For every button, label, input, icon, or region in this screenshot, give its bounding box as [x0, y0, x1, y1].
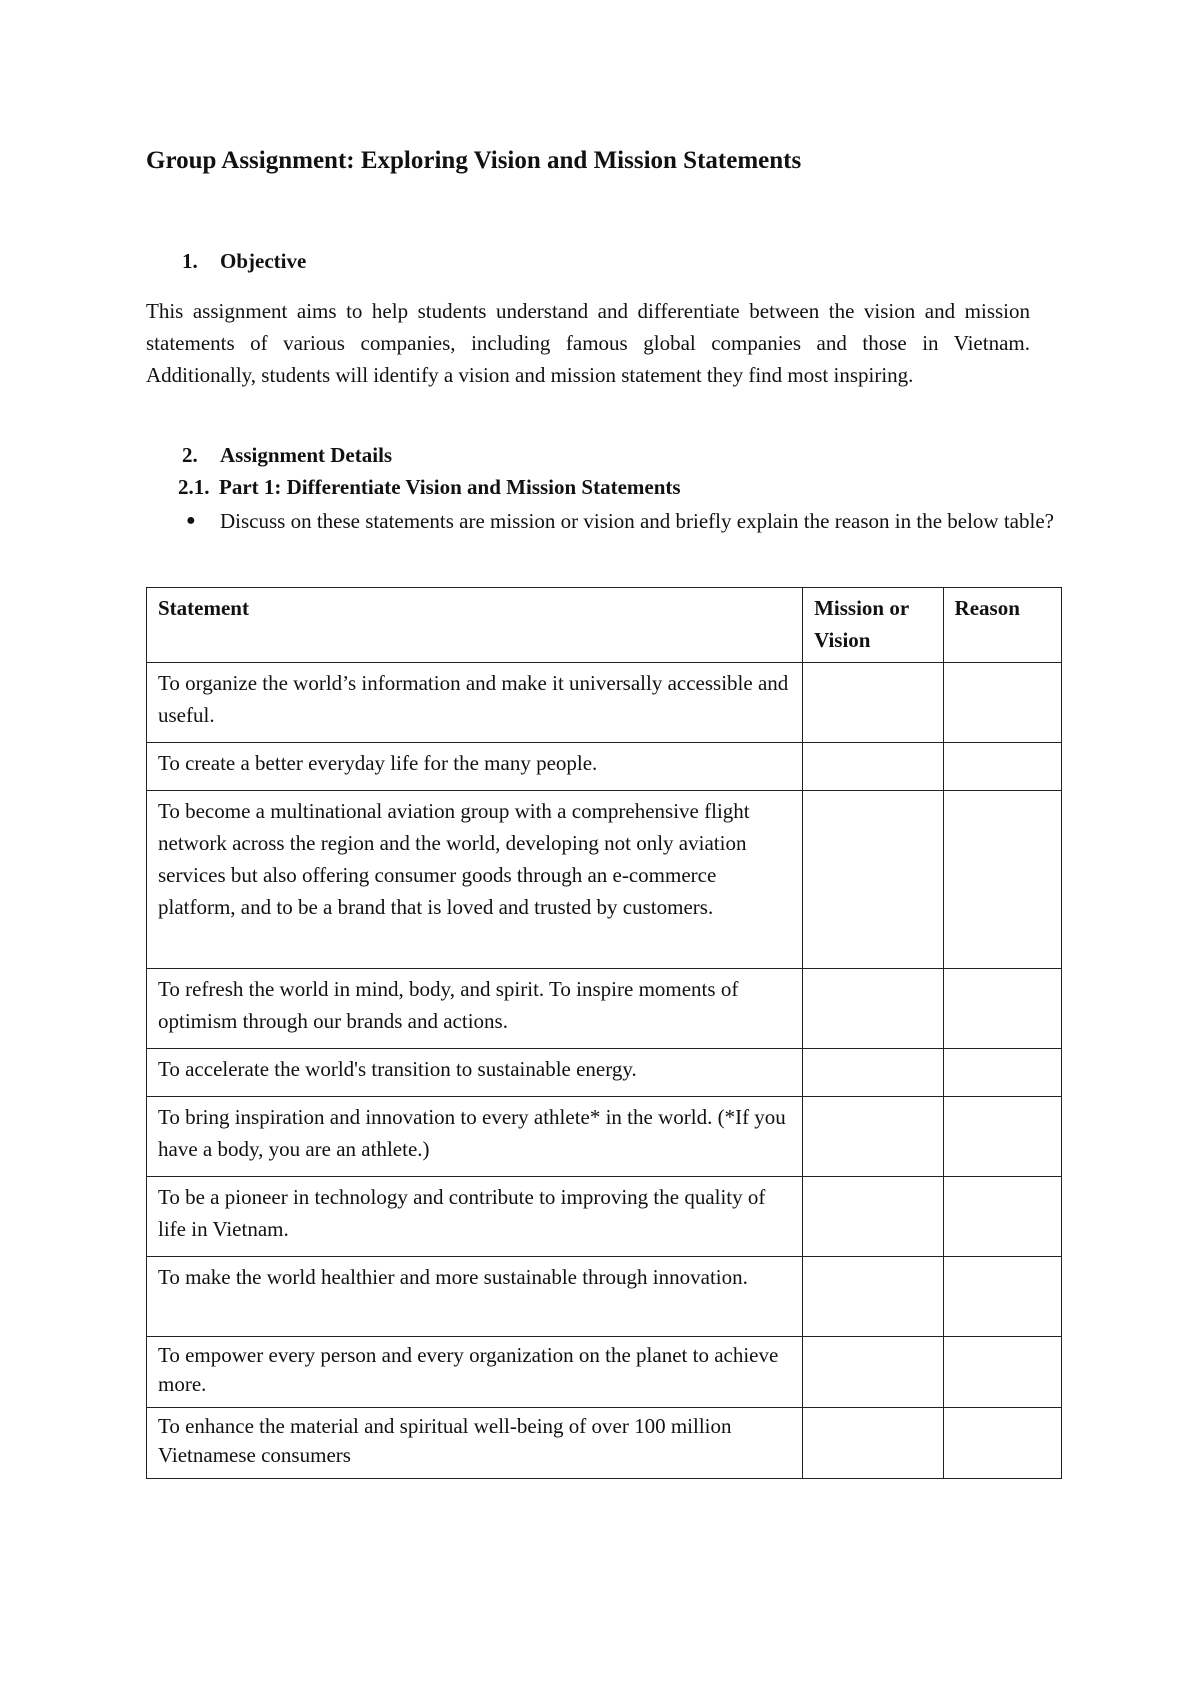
bullet-dot-icon: ●: [186, 512, 196, 529]
section-title: Objective: [220, 249, 307, 273]
section-heading-objective: [182, 249, 306, 274]
cell-reason[interactable]: [943, 1177, 1061, 1257]
objective-paragraph: This assignment aims to help students understand and differentiate between the vision and mission statements of various companies, including famous global companies and those in Vietnam. Additionally, students will identify a vision and mission statement they find most inspiring.: [146, 299, 1030, 387]
section-number: 2.1.: [178, 475, 210, 499]
cell-mission-or-vision[interactable]: [803, 663, 943, 743]
cell-statement: To become a multinational aviation group with a comprehensive flight network across the region and the world, developing not only aviation services but also offering consumer goods through an e-commerce platform, and to be a brand that is loved and trusted by customers.: [147, 791, 803, 969]
header-mission-or-vision: Mission or Vision: [803, 588, 943, 663]
section-heading-assignment-details: [182, 443, 392, 468]
table-row: [147, 1257, 1062, 1337]
bullet-text: Discuss on these statements are mission or vision and briefly explain the reason in the below table?: [220, 509, 1054, 533]
cell-mission-or-vision[interactable]: [803, 743, 943, 791]
cell-statement: To accelerate the world's transition to sustainable energy.: [147, 1049, 803, 1097]
table-header-row: [147, 588, 1062, 663]
table-row: [147, 969, 1062, 1049]
cell-reason[interactable]: [943, 1337, 1061, 1408]
table-row: [147, 663, 1062, 743]
bullet-item: [180, 505, 1060, 537]
header-reason: Reason: [943, 588, 1061, 663]
cell-statement: To enhance the material and spiritual well-being of over 100 million Vietnamese consumers: [147, 1408, 803, 1479]
section-title: Assignment Details: [220, 443, 393, 467]
cell-mission-or-vision[interactable]: [803, 1049, 943, 1097]
table-row: [147, 1408, 1062, 1479]
cell-mission-or-vision[interactable]: [803, 1257, 943, 1337]
table-row: [147, 791, 1062, 969]
header-statement: Statement: [147, 588, 803, 663]
table-body: [147, 663, 1062, 1479]
cell-mission-or-vision[interactable]: [803, 1337, 943, 1408]
cell-reason[interactable]: [943, 743, 1061, 791]
cell-mission-or-vision[interactable]: [803, 1097, 943, 1177]
cell-reason[interactable]: [943, 969, 1061, 1049]
cell-statement: To organize the world’s information and make it universally accessible and useful.: [147, 663, 803, 743]
cell-reason[interactable]: [943, 1097, 1061, 1177]
table-row: [147, 1337, 1062, 1408]
document-title: Group Assignment: Exploring Vision and Mission Statements: [146, 147, 802, 174]
cell-statement: To be a pioneer in technology and contribute to improving the quality of life in Vietnam.: [147, 1177, 803, 1257]
cell-statement: To empower every person and every organization on the planet to achieve more.: [147, 1337, 803, 1408]
cell-reason[interactable]: [943, 1049, 1061, 1097]
subsection-heading-part1: [178, 475, 681, 500]
table-row: [147, 743, 1062, 791]
cell-mission-or-vision[interactable]: [803, 791, 943, 969]
cell-mission-or-vision[interactable]: [803, 1408, 943, 1479]
cell-mission-or-vision[interactable]: [803, 1177, 943, 1257]
section-number: 1.: [182, 249, 198, 273]
cell-statement: To make the world healthier and more sustainable through innovation.: [147, 1257, 803, 1337]
cell-reason[interactable]: [943, 1408, 1061, 1479]
statements-table: [146, 587, 1062, 1479]
cell-reason[interactable]: [943, 1257, 1061, 1337]
section-number: 2.: [182, 443, 198, 467]
cell-reason[interactable]: [943, 791, 1061, 969]
cell-statement: To create a better everyday life for the many people.: [147, 743, 803, 791]
cell-reason[interactable]: [943, 663, 1061, 743]
cell-statement: To bring inspiration and innovation to every athlete* in the world. (*If you have a body, you are an athlete.): [147, 1097, 803, 1177]
cell-mission-or-vision[interactable]: [803, 969, 943, 1049]
table-row: [147, 1097, 1062, 1177]
table-row: [147, 1049, 1062, 1097]
section-title: Part 1: Differentiate Vision and Mission Statements: [219, 475, 681, 499]
cell-statement: To refresh the world in mind, body, and spirit. To inspire moments of optimism through our brands and actions.: [147, 969, 803, 1049]
table-row: [147, 1177, 1062, 1257]
